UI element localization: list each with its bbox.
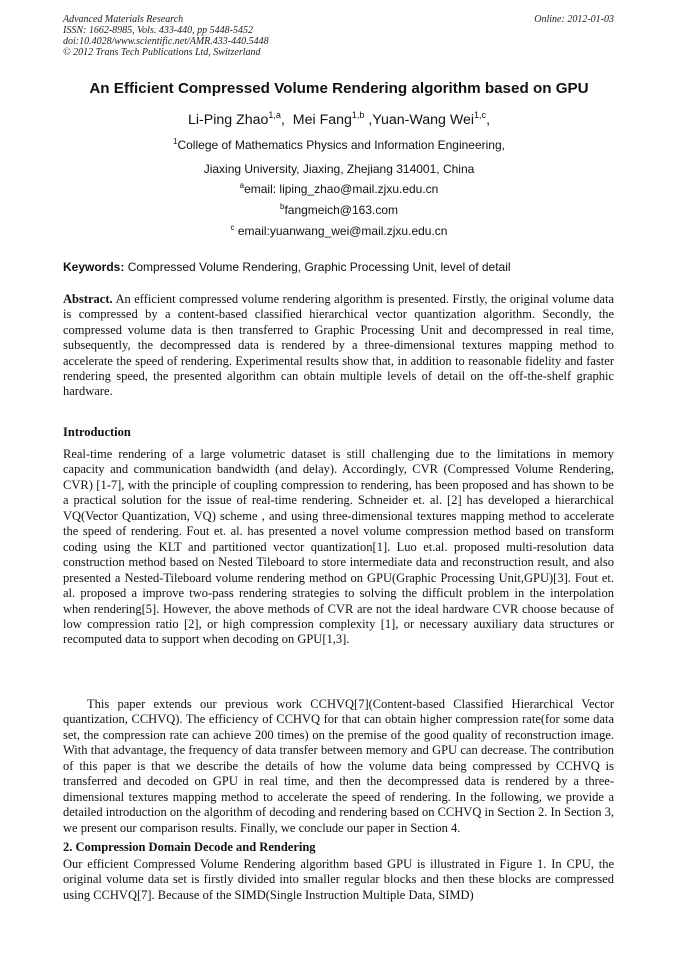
author-name: Yuan-Wang Wei: [372, 112, 475, 128]
journal-name: Advanced Materials Research: [63, 14, 184, 25]
journal-doi: doi:10.4028/www.scientific.net/AMR.433-440.5448: [63, 36, 269, 47]
section2-paragraph: Our efficient Compressed Volume Rendering algorithm based GPU is illustrated in Figure 1. In CPU, the original volume data set is firstly divided into smaller regular blocks and then these blocks are compressed using CCHVQ[7]. Because of the SIMD(Single Instruction Multiple Data, SIMD): [63, 857, 614, 902]
keywords-text: Compressed Volume Rendering, Graphic Processing Unit, level of detail: [124, 260, 511, 274]
email-link[interactable]: email: liping_zhao@mail.zjxu.edu.cn: [244, 182, 439, 196]
email-mark: c: [230, 223, 235, 232]
email-mark: a: [239, 181, 245, 190]
journal-copyright: © 2012 Trans Tech Publications Ltd, Switzerland: [63, 47, 261, 58]
introduction-paragraph: This paper extends our previous work CCHVQ[7](Content-based Classified Hierarchical Vector quantization, CCHVQ). The efficiency of CCHVQ for that can obtain higher compression rate(for some data set, the compression rate can achieve 200 times) on the premise of the good quality of reconstruction image. With that advantage, the frequency of data transfer between memory and GPU can decrease. The contribution of this paper is that we describe the details of how the volume data being compressed by CCHVQ is transferred and decoded on GPU in real time, and then the decompressed data is rendered by a three-dimensional textures mapping method to accelerate the speed of rendering. In the following, we provide a detailed introduction on the algorithm of decoding and rendering based on CCHVQ in Section 2. In Section 3, we present our comparison results. Finally, we conclude our paper in Section 4.: [63, 697, 614, 835]
introduction-paragraph: Real-time rendering of a large volumetric dataset is still challenging due to the limitations in memory capacity and communication bandwidth (and delay). Accordingly, CVR (Compressed Volume Rendering, CVR) [1-7], with the principle of coupling compression to rendering, has been proposed and has shown to be a practical solution for the issue of real-time rendering. Schneider et. al. [2] has developed a hierarchical VQ(Vector Quantization, VQ) scheme , and using three-dimensional textures mapping method to accelerate the speed of rendering. Fout et. al. has presented a novel volume compression method based on transform coding using the KLT and partitioned vector quantization[1]. Luo et.al. proposed multi-resolution data construction method based on Nested Tileboard to store intermediate data and reconstruction result, and also presented a Nested-Tileboard volume rendering method on GPU(Graphic Processing Unit,GPU)[3]. Fout et. al. proposed a improve two-pass rendering strategies to solving the difficult problem in the interpolation when rendering[5]. However, the above methods of CVR are not the ideal hardware CVR choose because of low compression ratio [2], or high compression complexity [1], or necessary auxiliary data structures or recomputed data to support when decoding on GPU[1,3].: [63, 447, 614, 647]
author-name: Mei Fang: [292, 112, 352, 128]
keywords: [63, 260, 623, 274]
affiliation-address: Jiaxing University, Jiaxing, Zhejiang 314001, China: [203, 162, 475, 176]
paper-title: An Efficient Compressed Volume Rendering algorithm based on GPU: [89, 80, 589, 97]
email-line: [0, 224, 678, 238]
email-link[interactable]: fangmeich@163.com: [284, 203, 399, 217]
online-date: Online: 2012-01-03: [534, 14, 614, 25]
abstract: [63, 292, 614, 400]
section-heading-introduction: Introduction: [63, 425, 131, 439]
journal-issn: ISSN: 1662-8985, Vols. 433-440, pp 5448-5452: [63, 25, 253, 36]
affiliation-line: [0, 138, 678, 152]
section-heading-2: 2. Compression Domain Decode and Rendering: [63, 840, 316, 854]
abstract-label: Abstract.: [63, 292, 113, 306]
author-affiliation-mark: 1,b: [351, 110, 365, 120]
journal-header: [63, 14, 269, 58]
email-line: [0, 203, 678, 217]
affiliation-text: College of Mathematics Physics and Information Engineering,: [177, 138, 505, 152]
email-mark: b: [279, 202, 285, 211]
author-affiliation-mark: 1,a: [268, 110, 281, 120]
abstract-text: An efficient compressed volume rendering algorithm is presented. Firstly, the original volume data is compressed by a content-based classified hierarchical vector quantization algorithm. Secondly, the compressed volume data is then transferred to Graphic Processing Unit and decompressed in real time, subsequently, the decompressed data is rendered by a three-dimensional textures mapping method to accelerate the speed of rendering. Experimental results show that, in addition to reasonable fidelity and faster rendering speed, the presented algorithm can obtain multiple levels of detail on the off-the-shelf graphic hardware.: [63, 292, 614, 399]
author-name: Li-Ping Zhao: [187, 112, 269, 128]
author-affiliation-mark: 1,c: [474, 110, 487, 120]
email-line: [0, 182, 678, 196]
author-list: Li-Ping Zhao$^{1,a}$, Mei Fang$^{1,b}$ ,Yuan-Wang Wei$^{1,c}$,: [187, 110, 491, 128]
keywords-label: Keywords:: [63, 260, 125, 274]
affiliation-mark: 1: [173, 137, 178, 146]
email-link[interactable]: email:yuanwang_wei@mail.zjxu.edu.cn: [234, 224, 448, 238]
